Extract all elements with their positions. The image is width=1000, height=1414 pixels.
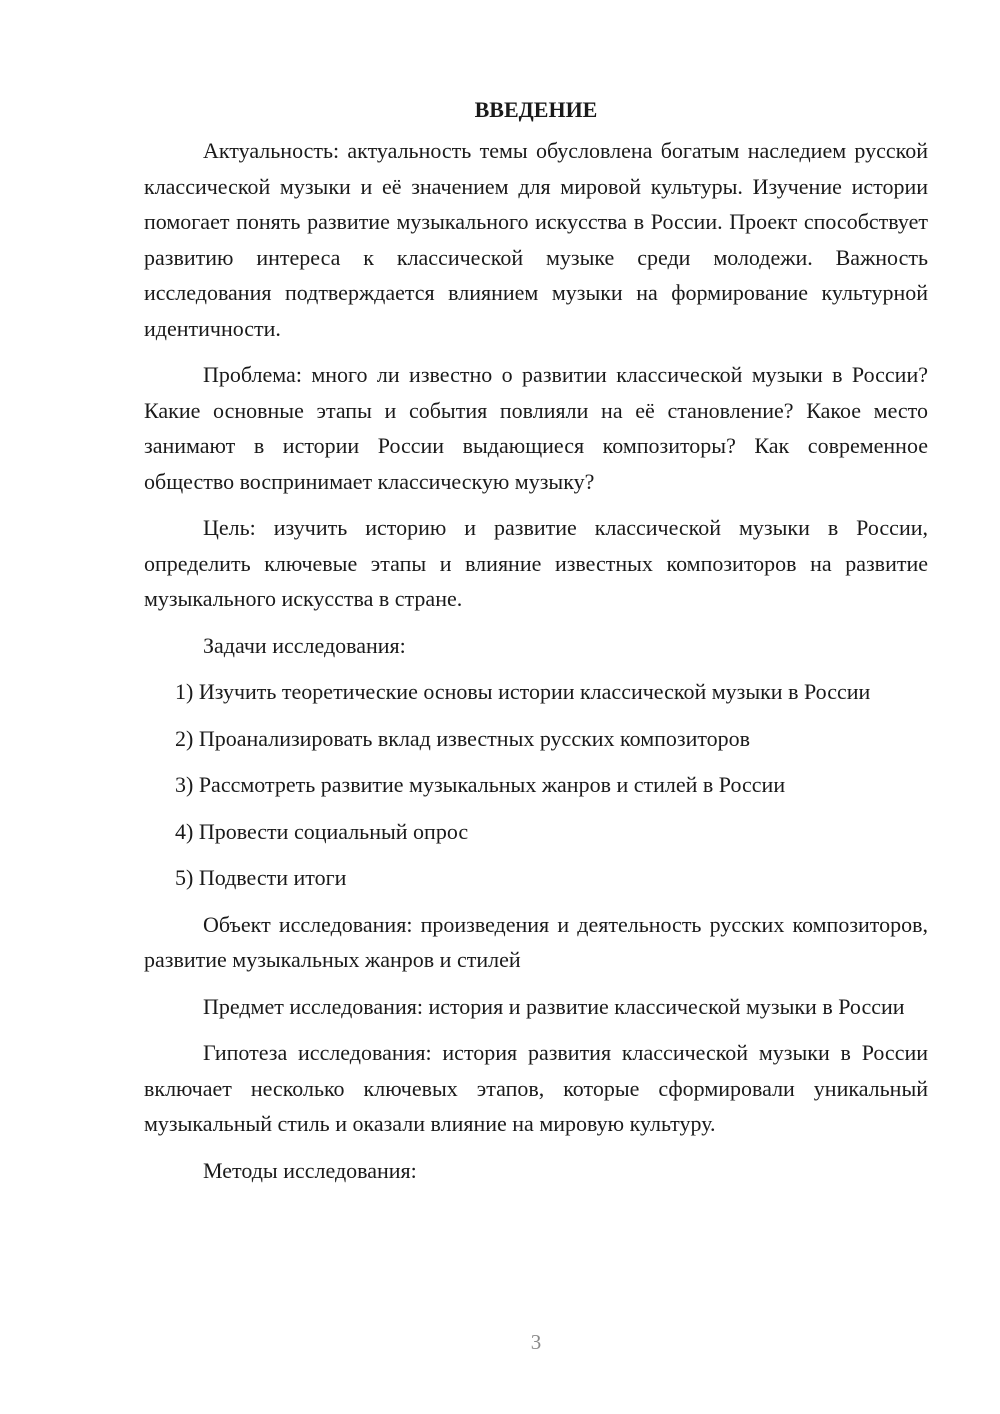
task-item: 2) Проанализировать вклад известных русских композиторов — [175, 725, 751, 751]
task-item: 1) Изучить теоретические основы истории классической музыки в России — [175, 679, 871, 704]
task-item: 4) Провести социальный опрос — [175, 818, 469, 844]
paragraph-hypothesis: Гипотеза исследования: история развития классической музыки в России включает несколько ключевых этапов, которые сформировали уникальный музыкальный стиль и оказали влияние на мировую культуру. — [144, 1040, 928, 1136]
paragraph-problem: Проблема: много ли известно о развитии классической музыки в России? Какие основные этапы и события повлияли на её становление? Какое место занимают в истории России выдающиеся композиторы? Как современное общество воспринимает классическую музыку? — [144, 362, 928, 494]
tasks-heading: Задачи исследования: — [203, 632, 406, 658]
paragraph-subject: Предмет исследования: история и развитие классической музыки в России — [203, 993, 905, 1019]
task-item: 3) Рассмотреть развитие музыкальных жанров и стилей в России — [175, 772, 786, 797]
page-title: ВВЕДЕНИЕ — [474, 97, 598, 122]
page-number: 3 — [530, 1330, 542, 1354]
paragraph-object: Объект исследования: произведения и деятельность русских композиторов, развитие музыкальных жанров и стилей — [144, 911, 928, 972]
document-page — [144, 96, 928, 1199]
task-item: 5) Подвести итоги — [175, 865, 347, 890]
paragraph-goal: Цель: изучить историю и развитие классической музыки в России, определить ключевые этапы и влияние известных композиторов на развитие музыкального искусства в стране. — [144, 515, 928, 611]
methods-heading: Методы исследования: — [203, 1157, 417, 1183]
paragraph-relevance: Актуальность: актуальность темы обусловлена богатым наследием русской классической музыки и её значением для мировой культуры. Изучение истории помогает понять развитие музыкального искусства в России. Проект способствует развитию интереса к классической музыке среди молодежи. Важность исследования подтверждается влиянием музыки на формирование культурной идентичности. — [144, 138, 928, 341]
